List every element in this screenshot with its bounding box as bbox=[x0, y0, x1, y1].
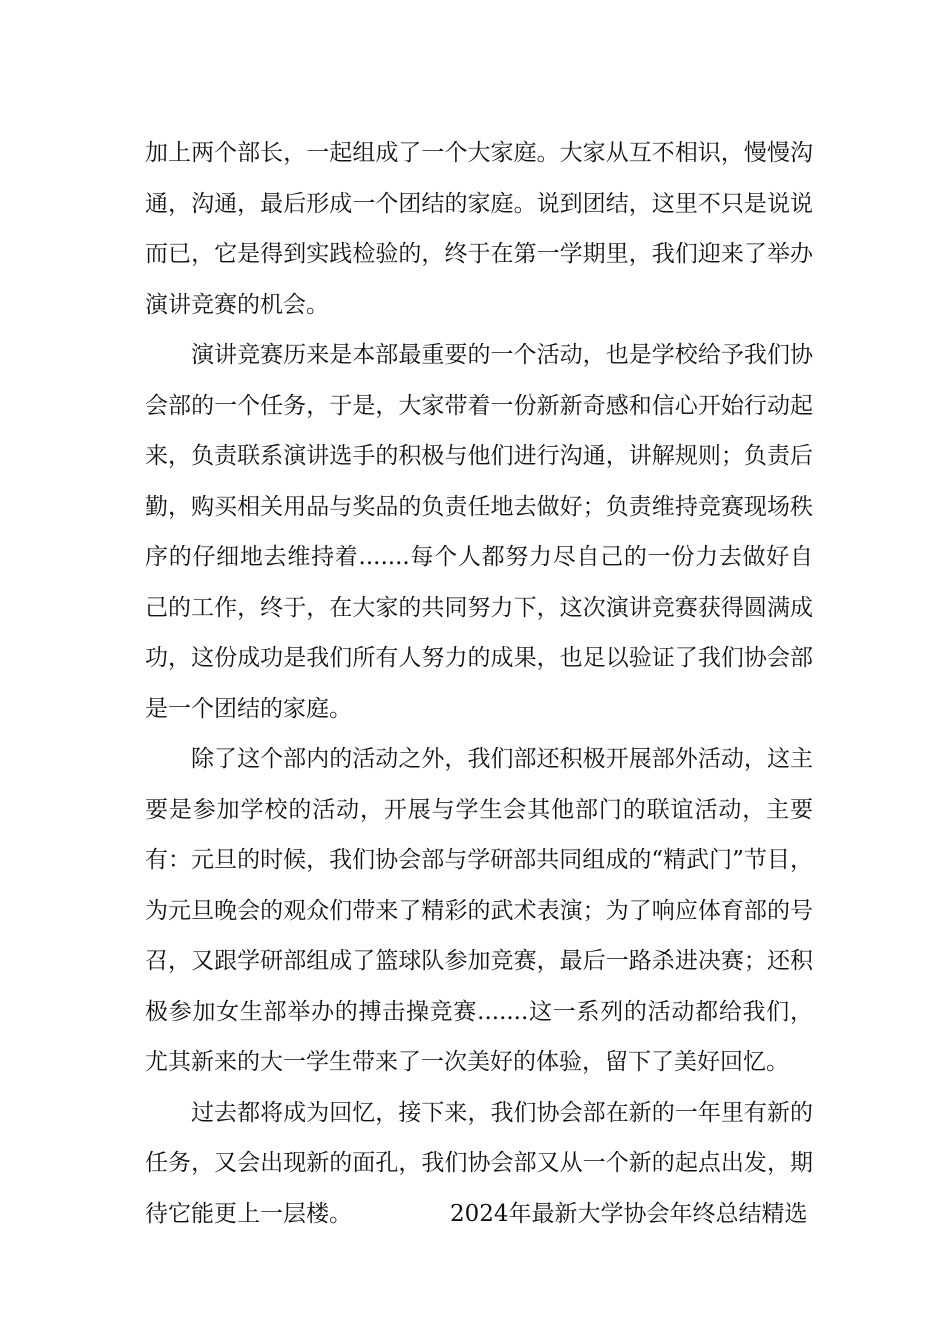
paragraph-2: 演讲竞赛历来是本部最重要的一个活动，也是学校给予我们协会部的一个任务，于是，大家带着一份新新奇感和信心开始行动起来，负责联系演讲选手的积极与他们进行沟通，讲解规则；负责后勤，购买相关用品与奖品的负责任地去做好；负责维持竞赛现场秩序的仔细地去维持着.......每个人都努力尽自己的一份力去做好自己的工作，终于，在大家的共同努力下，这次演讲竞赛获得圆满成功，这份成功是我们所有人努力的成果，也足以验证了我们协会部是一个团结的家庭。 bbox=[145, 342, 813, 722]
document-body bbox=[145, 128, 813, 1239]
paragraph-3: 除了这个部内的活动之外，我们部还积极开展部外活动，这主要是参加学校的活动，开展与学生会其他部门的联谊活动，主要有：元旦的时候，我们协会部与学研部共同组成的“精武门”节目，为元旦晚会的观众们带来了精彩的武术表演；为了响应体育部的号召，又跟学研部组成了篮球队参加竞赛，最后一路杀进决赛；还积极参加女生部举办的搏击操竞赛.......这一系列的活动都给我们，尤其新来的大一学生带来了一次美好的体验，留下了美好回忆。 bbox=[145, 746, 813, 1075]
paragraph-4-text: 过去都将成为回忆，接下来，我们协会部在新的一年里有新的任务，又会出现新的面孔，我们协会部又从一个新的起点出发，期待它能更上一层楼。 bbox=[145, 1099, 813, 1227]
paragraph-1: 加上两个部长，一起组成了一个大家庭。大家从互不相识，慢慢沟通，沟通，最后形成一个团结的家庭。说到团结，这里不只是说说而已，它是得到实践检验的，终于在第一学期里，我们迎来了举办演讲竞赛的机会。 bbox=[145, 140, 813, 318]
paragraph-4 bbox=[145, 1088, 813, 1240]
document-title-footer: 2024年最新大学协会年终总结精选 bbox=[450, 1200, 808, 1227]
